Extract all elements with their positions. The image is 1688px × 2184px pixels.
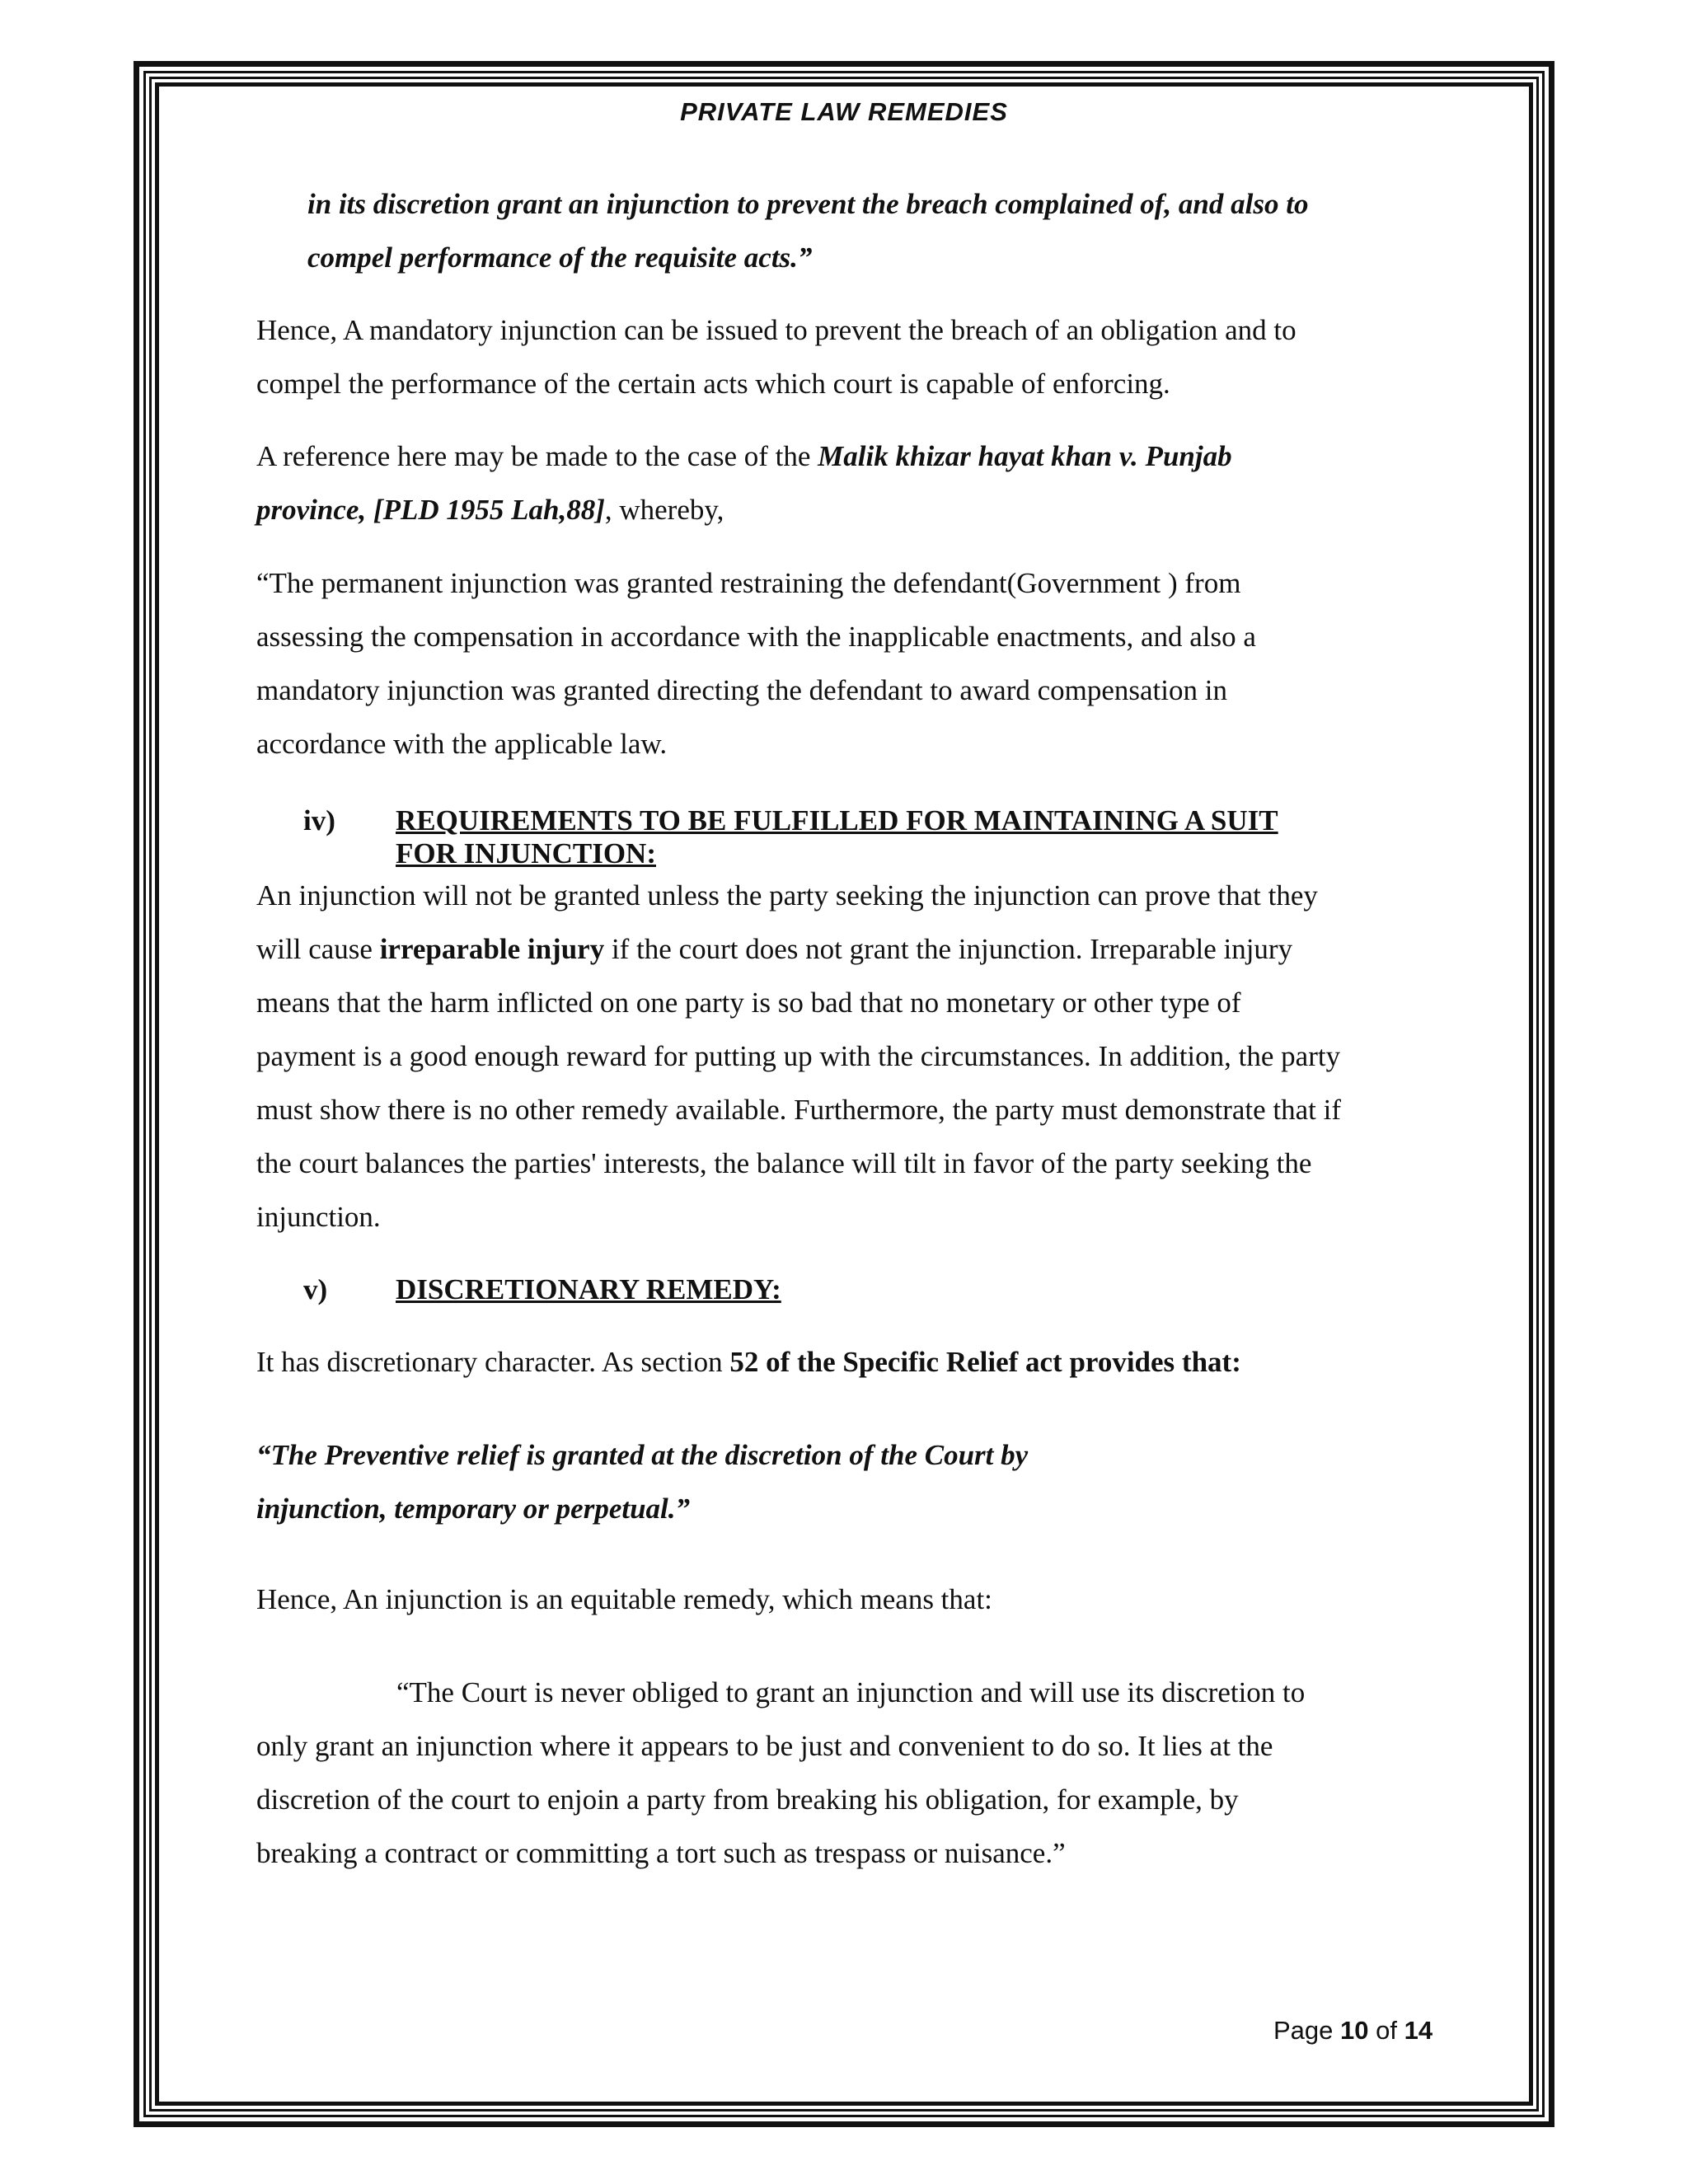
current-page-number: 10 (1340, 2016, 1369, 2045)
requirements-line-4: payment is a good enough reward for putting up with the circumstances. In addition, the party (256, 1040, 1341, 1072)
section-v-number: v) (303, 1273, 328, 1305)
equitable-remedy-line: Hence, An injunction is an equitable remedy, which means that: (256, 1583, 992, 1615)
preventive-quote-line-2: injunction, temporary or perpetual.” (256, 1493, 691, 1525)
permanent-injunction-line-4: accordance with the applicable law. (256, 728, 668, 760)
section-iv-title-line-2: FOR INJUNCTION: (396, 837, 656, 869)
requirements-line-3: means that the harm inflicted on one party is so bad that no monetary or other type of (256, 987, 1241, 1019)
permanent-injunction-line-2: assessing the compensation in accordance with the inapplicable enactments, and also a (256, 621, 1256, 653)
section-iv-number: iv) (303, 804, 335, 837)
page-number-footer (1273, 2016, 1432, 2046)
preventive-quote-line-1: “The Preventive relief is granted at the discretion of the Court by (256, 1439, 1029, 1471)
case-citation-part-2: province, [PLD 1955 Lah,88] (256, 494, 605, 526)
quote-continuation-line-1: in its discretion grant an injunction to prevent the breach complained of, and also to (307, 188, 1309, 220)
requirements-line-2-post: if the court does not grant the injunction. Irreparable injury (604, 933, 1293, 965)
hence-paragraph-line-2: compel the performance of the certain acts which court is capable of enforcing. (256, 368, 1170, 400)
requirements-line-6: the court balances the parties' interests, the balance will tilt in favor of the party seeking the (256, 1147, 1312, 1179)
discretionary-intro: It has discretionary character. As section (256, 1346, 730, 1378)
requirements-line-1: An injunction will not be granted unless the party seeking the injunction can prove that they (256, 879, 1318, 912)
reference-intro: A reference here may be made to the case of the (256, 440, 818, 472)
court-quote-line-2: only grant an injunction where it appears to be just and convenient to do so. It lies at the (256, 1730, 1273, 1762)
court-quote-line-1: “The Court is never obliged to grant an injunction and will use its discretion to (396, 1676, 1306, 1708)
running-header: PRIVATE LAW REMEDIES (680, 97, 1008, 126)
quote-continuation-line-2: compel performance of the requisite acts.” (307, 241, 813, 274)
permanent-injunction-line-3: mandatory injunction was granted directing the defendant to award compensation in (256, 674, 1227, 706)
case-citation-part-1: Malik khizar hayat khan v. Punjab (818, 440, 1232, 472)
section-v-title: DISCRETIONARY REMEDY: (396, 1273, 781, 1305)
reference-paragraph-line-1 (256, 429, 1232, 483)
court-quote-line-4: breaking a contract or committing a tort such as trespass or nuisance.” (256, 1837, 1066, 1869)
reference-suffix: , whereby, (604, 494, 724, 526)
of-label: of (1376, 2016, 1397, 2045)
discretionary-paragraph (256, 1335, 1241, 1389)
requirements-line-2 (256, 922, 1292, 976)
section-52-reference: 52 of the Specific Relief act provides that: (729, 1346, 1241, 1378)
permanent-injunction-line-1: “The permanent injunction was granted restraining the defendant(Government ) from (256, 567, 1241, 599)
page-label: Page (1273, 2016, 1334, 2045)
hence-paragraph-line-1: Hence, A mandatory injunction can be issued to prevent the breach of an obligation and to (256, 314, 1296, 346)
requirements-line-2-pre: will cause (256, 933, 380, 965)
irreparable-injury-term: irreparable injury (379, 933, 605, 965)
section-iv-title-line-1: REQUIREMENTS TO BE FULFILLED FOR MAINTAINING A SUIT (396, 804, 1278, 837)
total-pages: 14 (1404, 2016, 1433, 2045)
requirements-line-5: must show there is no other remedy available. Furthermore, the party must demonstrate that if (256, 1094, 1342, 1126)
reference-paragraph-line-2 (256, 483, 724, 537)
court-quote-line-3: discretion of the court to enjoin a party from breaking his obligation, for example, by (256, 1783, 1239, 1816)
requirements-line-7: injunction. (256, 1201, 381, 1233)
